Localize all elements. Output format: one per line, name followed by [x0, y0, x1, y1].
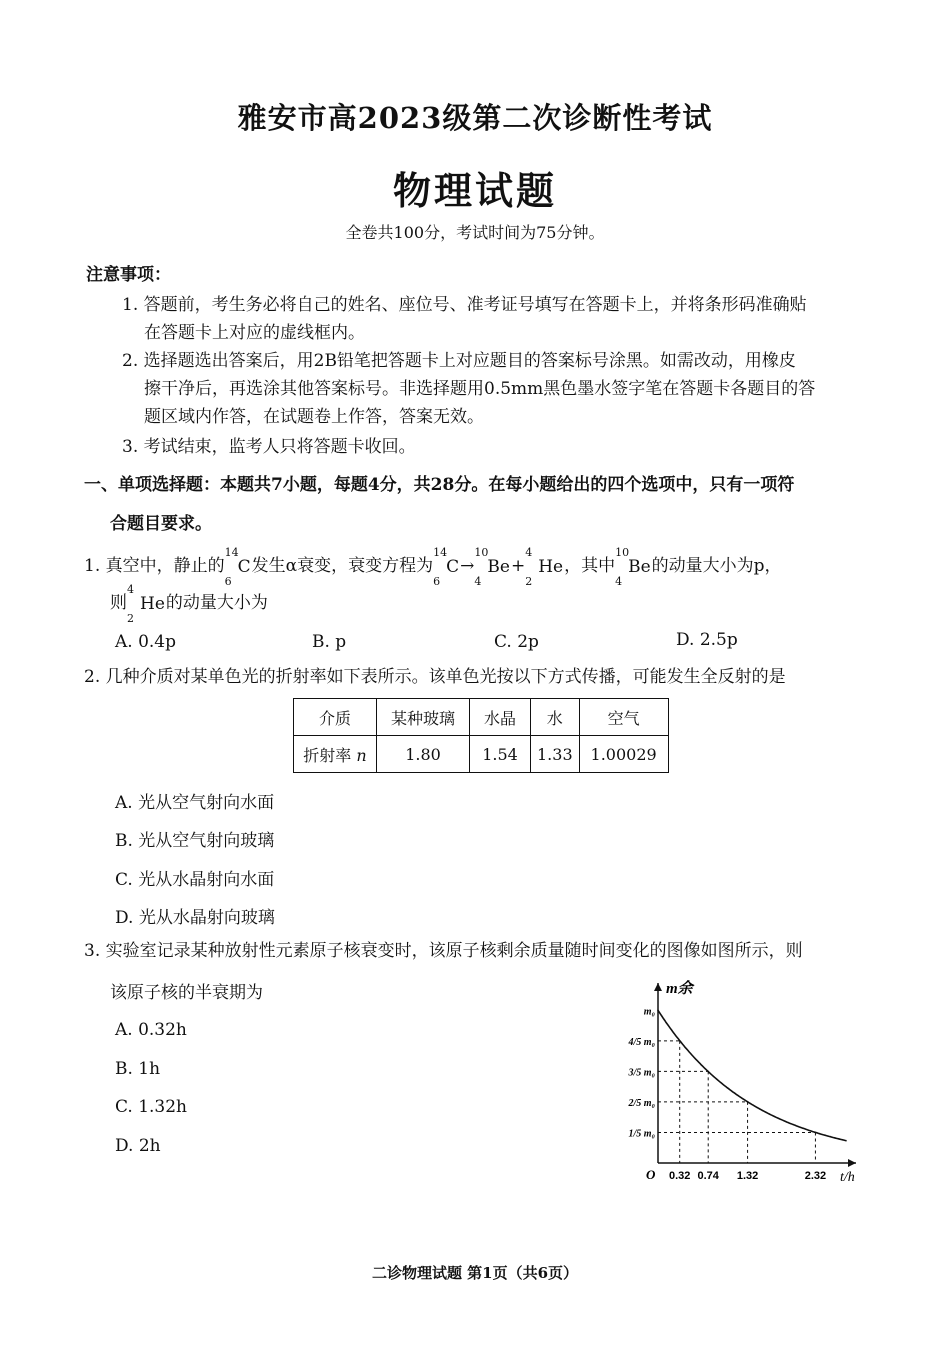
data-point — [679, 1040, 681, 1042]
x-tick-label: 0.74 — [697, 1170, 719, 1182]
question-2-option-d[interactable]: D. 光从水晶射向玻璃 — [115, 908, 275, 928]
decay-curve — [658, 1010, 847, 1141]
notice-item-3: 3. 考试结束，监考人只将答题卡收回。 — [122, 437, 416, 457]
nuclide-c14: 14 6 C — [224, 545, 251, 588]
page-footer: 二诊物理试题 第1页（共6页） — [371, 1264, 579, 1282]
question-3-option-b[interactable]: B. 1h — [115, 1059, 161, 1079]
subject-title: 物理试题 — [392, 168, 557, 213]
table-row — [294, 699, 669, 736]
refractive-index-table — [293, 698, 669, 773]
equation-he4: 4 2 He — [525, 545, 564, 588]
reaction-arrow: → — [460, 556, 475, 576]
question-1-option-b[interactable]: B. p — [312, 632, 347, 652]
table-cell: 1.00029 — [579, 736, 668, 773]
exam-info: 全卷共100分，考试时间为75分钟。 — [345, 223, 605, 242]
table-cell: 1.33 — [531, 736, 580, 773]
data-point — [657, 1009, 659, 1011]
question-3-option-a[interactable]: A. 0.32h — [115, 1020, 187, 1040]
y-tick-label: m₀ — [643, 1006, 655, 1018]
table-cell: 介质 — [294, 699, 377, 736]
table-cell: 空气 — [579, 699, 668, 736]
question-1-text: 真空中，静止的 — [105, 556, 225, 576]
x-tick-label: 0.32 — [669, 1170, 691, 1182]
question-3-option-c[interactable]: C. 1.32h — [115, 1097, 188, 1117]
notice-item-2-line-3: 题区域内作答，在试题卷上作答，答案无效。 — [144, 407, 484, 427]
question-2-text: 几种介质对某单色光的折射率如下表所示。该单色光按以下方式传播，可能发生全反射的是 — [105, 667, 786, 687]
table-cell: 水 — [531, 699, 580, 736]
question-2-option-a[interactable]: A. 光从空气射向水面 — [115, 793, 275, 813]
nuclide-be10: 10 4 Be — [615, 545, 651, 588]
x-tick-label: 2.32 — [804, 1170, 827, 1182]
notice-heading: 注意事项： — [86, 265, 171, 285]
question-3-text: 实验室记录某种放射性元素原子核衰变时，该原子核剩余质量随时间变化的图像如图所示，则 — [105, 941, 803, 961]
notice-item-2-line-1: 2. 选择题选出答案后，用2B铅笔把答题卡上对应题目的答案标号涂黑。如需改动，用橡皮 — [122, 351, 796, 371]
table-row — [294, 736, 669, 773]
plus-sign: + — [510, 556, 526, 576]
question-1-option-a[interactable]: A. 0.4p — [115, 632, 177, 652]
table-cell: 水晶 — [470, 699, 531, 736]
question-1-number: 1. — [84, 556, 101, 576]
decay-chart — [600, 975, 860, 1190]
equation-be10: 10 4 Be — [474, 545, 510, 588]
notice-item-1-line-2: 在答题卡上对应的虚线框内。 — [144, 323, 365, 343]
notice-item-1-line-1: 1. 答题前，考生务必将自己的姓名、座位号、准考证号填写在答题卡上，并将条形码准确贴 — [122, 295, 807, 315]
origin-label: O — [646, 1167, 656, 1182]
table-cell: 1.80 — [377, 736, 470, 773]
y-axis-label: m余 — [666, 981, 693, 997]
table-cell: 1.54 — [470, 736, 531, 773]
question-1-option-c[interactable]: C. 2p — [494, 632, 539, 652]
y-axis-arrow — [654, 983, 662, 991]
y-tick-label: 3/5 m₀ — [628, 1067, 655, 1079]
section-heading-line-1: 一、单项选择题：本题共7小题，每题4分，共28分。在每小题给出的四个选项中，只有一项符 — [84, 475, 795, 495]
question-2-number: 2. — [84, 667, 101, 687]
data-point — [747, 1101, 749, 1103]
x-tick-label: 1.32 — [736, 1170, 759, 1182]
section-heading-line-2: 合题目要求。 — [110, 514, 212, 534]
exam-title: 雅安市高2023级第二次诊断性考试 — [237, 101, 713, 135]
question-1-option-d[interactable]: D. 2.5p — [676, 630, 738, 650]
x-axis-arrow — [848, 1159, 856, 1167]
question-3-line-2: 该原子核的半衰期为 — [110, 983, 263, 1003]
question-3-option-d[interactable]: D. 2h — [115, 1136, 161, 1156]
table-cell: 折射率 n — [294, 736, 377, 773]
question-1-line-1: 1. 真空中，静止的 14 6 C发生α衰变，衰变方程为 14 6 C→ 10 4 Be+ 4 2 He，其中 10 4 Be的动量大小为p， — [84, 545, 782, 588]
table-cell: 某种玻璃 — [377, 699, 470, 736]
data-point — [707, 1071, 709, 1073]
data-point — [815, 1132, 817, 1134]
y-tick-label: 4/5 m₀ — [628, 1036, 655, 1048]
question-3-number: 3. — [84, 941, 101, 961]
x-axis-label: t/h — [840, 1170, 855, 1185]
question-2-line-1 — [84, 666, 786, 688]
question-2-option-c[interactable]: C. 光从水晶射向水面 — [115, 870, 275, 890]
y-tick-label: 1/5 m₀ — [628, 1128, 655, 1140]
y-tick-label: 2/5 m₀ — [628, 1097, 655, 1109]
notice-item-2-line-2: 擦干净后，再选涂其他答案标号。非选择题用0.5mm黑色墨水签字笔在答题卡各题目的答 — [144, 379, 816, 399]
equation-c14: 14 6 C — [433, 545, 460, 588]
nuclide-he4: 4 2 He — [127, 582, 165, 625]
question-3-line-1 — [84, 940, 803, 962]
question-2-option-b[interactable]: B. 光从空气射向玻璃 — [115, 831, 275, 851]
question-1-line-2: 则 4 2 He的动量大小为 — [110, 582, 268, 625]
